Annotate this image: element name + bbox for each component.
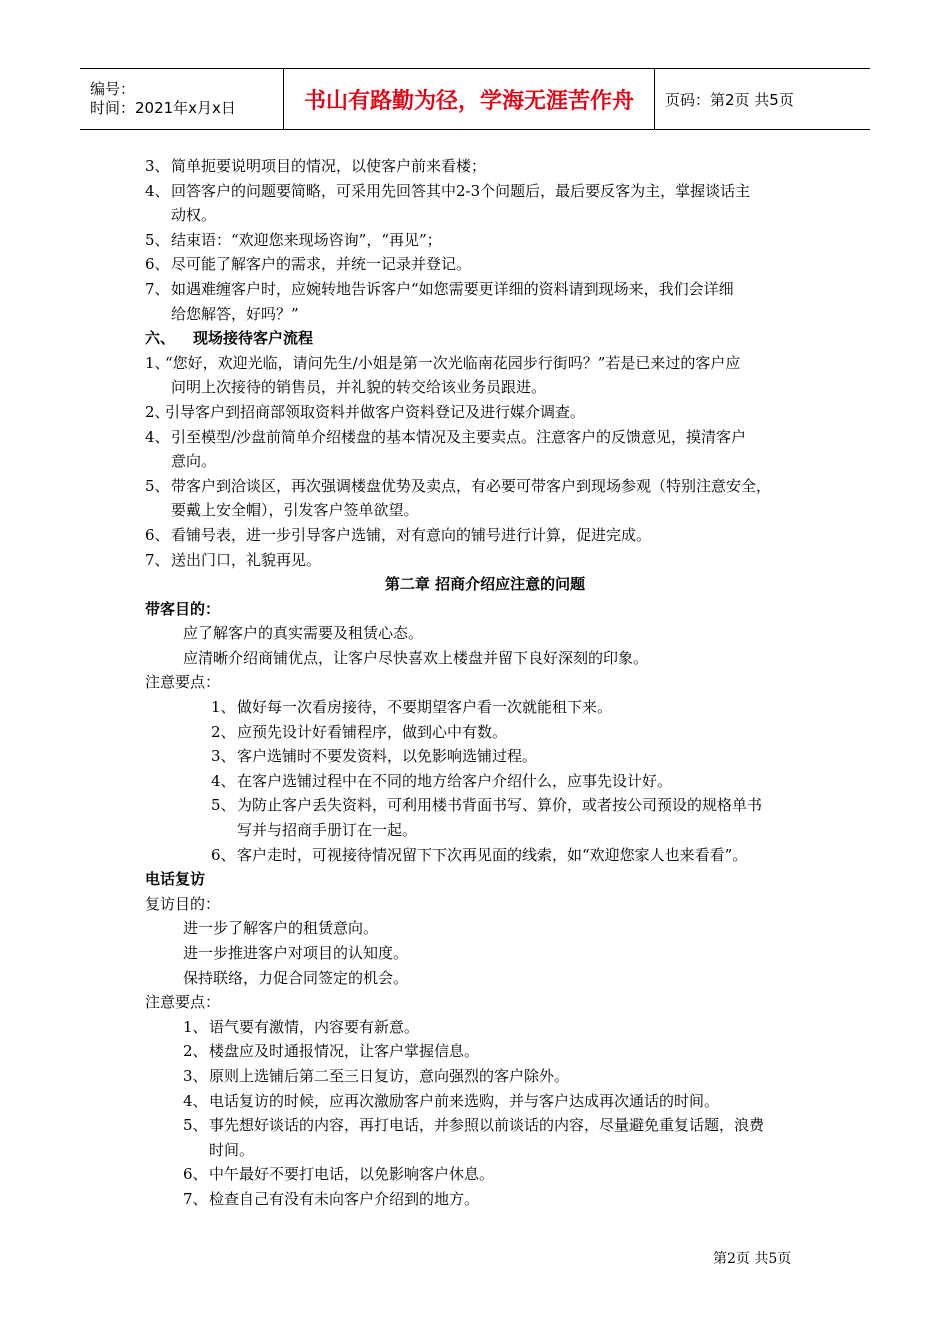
header-info xyxy=(80,69,283,129)
list-onsite-reception xyxy=(145,351,825,572)
list-item: 2、 应预先设计好看铺程序，做到心中有数。 xyxy=(211,722,508,741)
purpose-line: 保持联络，力促合同签定的机会。 xyxy=(183,968,409,987)
notes-heading: 注意要点： xyxy=(145,673,221,692)
list-item: 5、 结束语：“欢迎您来现场咨询”，“再见”； xyxy=(145,230,442,249)
purpose-line: 进一步推进客户对项目的认知度。 xyxy=(183,944,409,962)
notes-heading: 注意要点： xyxy=(145,993,221,1012)
list-item: 1、 “您好，欢迎光临，请问先生/小姐是第一次光临南花园步行街吗？”若是已来过的客户应 xyxy=(145,353,741,372)
list-item: 3、 简单扼要说明项目的情况，以使客户前来看楼； xyxy=(145,157,487,175)
list-item: 2、 楼盘应及时通报情况，让客户掌握信息。 xyxy=(183,1042,480,1061)
list-item: 6、 看铺号表，进一步引导客户选铺，对有意向的铺号进行计算，促进完成。 xyxy=(145,525,652,544)
list-item: 6、 尽可能了解客户的需求，并统一记录并登记。 xyxy=(145,255,472,274)
purpose-heading: 复访目的： xyxy=(145,894,221,913)
list-item: 1、 做好每一次看房接待，不要期望客户看一次就能租下来。 xyxy=(211,698,613,717)
list-item-continuation: 动权。 xyxy=(171,206,217,225)
list-item: 3、 客户选铺时不要发资料，以免影响选铺过程。 xyxy=(211,747,538,766)
list-item: 5、 带客户到洽谈区，再次强调楼盘优势及卖点，有必要可带客户到现场参观（特别注意安全， xyxy=(145,476,772,495)
header-motto-cell xyxy=(283,69,655,129)
list-phone-reception xyxy=(145,154,825,326)
document-number-label: 编号： xyxy=(90,80,136,98)
header-page-cell xyxy=(655,69,870,129)
list-item: 6、 中午最好不要打电话，以免影响客户休息。 xyxy=(183,1165,495,1184)
list-item-continuation: 给您解答，好吗？” xyxy=(171,304,299,323)
purpose-line: 应清晰介绍商铺优点，让客户尽快喜欢上楼盘并留下良好深刻的印象。 xyxy=(183,648,649,667)
section-heading: 六、 现场接待客户流程 xyxy=(145,329,314,348)
purpose-line: 应了解客户的真实需要及租赁心态。 xyxy=(183,624,424,643)
list-item: 7、 检查自己有没有未向客户介绍到的地方。 xyxy=(183,1189,480,1208)
purpose-heading: 带客目的： xyxy=(145,599,221,618)
list-item: 5、 为防止客户丢失资料，可利用楼书背面书写、算价，或者按公司预设的规格单书 xyxy=(211,796,763,815)
list-item-continuation: 问明上次接待的销售员，并礼貌的转交给该业务员跟进。 xyxy=(171,378,547,397)
document-time-label: 时间：2021年x月x日 xyxy=(90,99,236,117)
notes-list xyxy=(145,1015,825,1212)
list-item: 5、 事先想好谈话的内容，再打电话，并参照以前谈话的内容，尽量避免重复话题，浪费 xyxy=(183,1116,765,1135)
list-item: 4、 电话复访的时候，应再次激励客户前来选购，并与客户达成再次通话的时间。 xyxy=(183,1091,720,1110)
list-item-continuation: 意向。 xyxy=(171,452,217,471)
list-item: 4、 在客户选铺过程中在不同的地方给客户介绍什么，应事先设计好。 xyxy=(211,771,673,790)
list-item: 4、 回答客户的问题要简略，可采用先回答其中2-3个问题后，最后要反客为主，掌握谈话主 xyxy=(145,181,751,200)
page-header xyxy=(80,68,870,130)
chapter-title: 第二章 招商介绍应注意的问题 xyxy=(384,575,586,594)
list-item: 7、 送出门口，礼貌再见。 xyxy=(145,550,322,569)
page-footer-number: 第2页 共5页 xyxy=(713,1251,792,1267)
document-body xyxy=(145,154,825,1212)
list-item: 3、 原则上选铺后第二至三日复访，意向强烈的客户除外。 xyxy=(183,1066,570,1085)
list-item: 7、 如遇难缠客户时，应婉转地告诉客户“如您需要更详细的资料请到现场来，我们会详细 xyxy=(145,279,734,298)
list-item-continuation: 要戴上安全帽），引发客户签单欲望。 xyxy=(171,501,419,520)
header-page-label: 页码：第2页 共5页 xyxy=(665,90,794,109)
purpose-line: 进一步了解客户的租赁意向。 xyxy=(183,919,379,938)
section-heading: 电话复访 xyxy=(145,870,206,889)
list-item: 6、 客户走时，可视接待情况留下下次再见面的线索，如“欢迎您家人也来看看”。 xyxy=(211,845,748,864)
list-item: 2、 引导客户到招商部领取资料并做客户资料登记及进行媒介调查。 xyxy=(145,402,586,421)
list-item: 1、 语气要有激情，内容要有新意。 xyxy=(183,1017,420,1036)
header-motto: 书山有路勤为径，学海无涯苦作舟 xyxy=(303,88,634,114)
list-item-continuation: 时间。 xyxy=(209,1140,255,1159)
list-item-continuation: 写并与招商手册订在一起。 xyxy=(237,821,418,840)
notes-list xyxy=(145,695,825,867)
list-item: 4、 引至模型/沙盘前简单介绍楼盘的基本情况及主要卖点。注意客户的反馈意见，摸清客户 xyxy=(145,427,747,446)
